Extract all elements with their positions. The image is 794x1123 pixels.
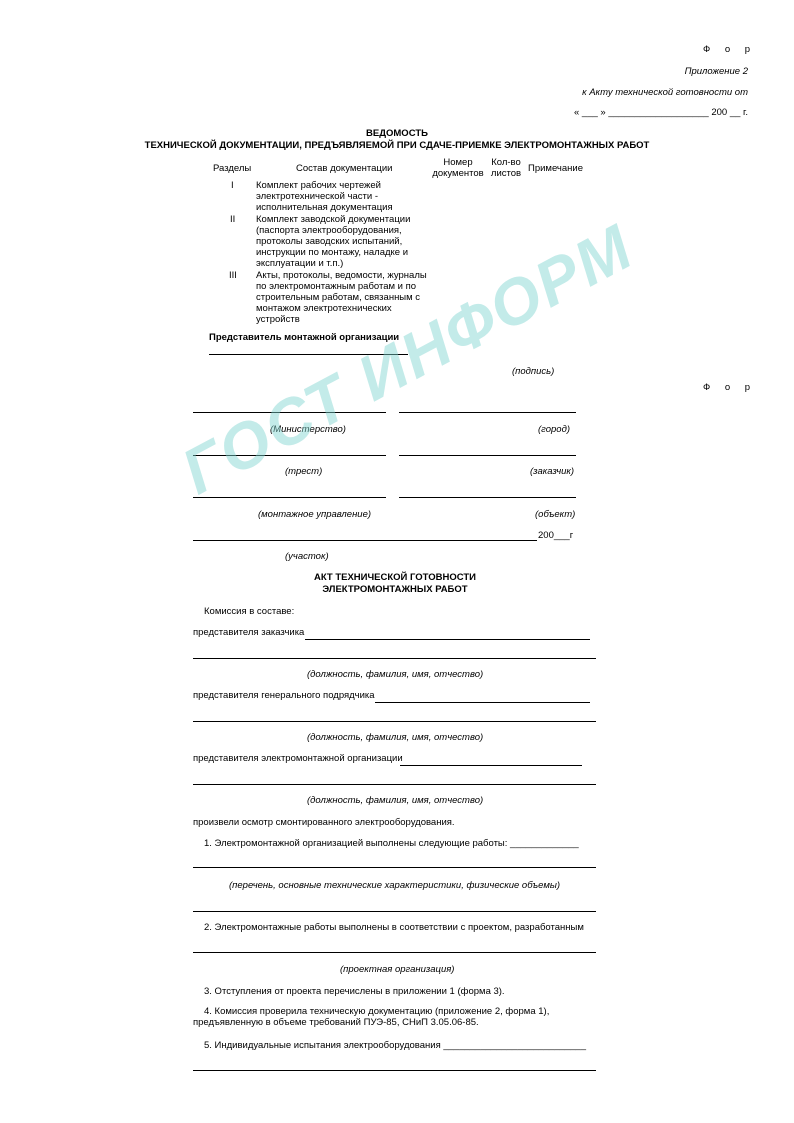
rep-customer-line-2 — [193, 658, 596, 659]
position-caption-2: (должность, фамилия, имя, отчество) — [307, 732, 484, 743]
city-caption: (город) — [538, 424, 571, 435]
rep-electro-line — [400, 765, 582, 766]
section-caption: (участок) — [285, 551, 329, 562]
item-2-hint: (проектная организация) — [340, 964, 455, 975]
signature-caption: (подпись) — [512, 366, 555, 377]
row-3-num: III — [229, 270, 237, 281]
representative-line — [209, 354, 408, 355]
form-label-top: Ф о р — [703, 44, 757, 55]
col-note: Примечание — [528, 163, 583, 174]
item-1-line — [193, 867, 596, 868]
rep-general-label: представителя генерального подрядчика — [193, 690, 375, 701]
item-3: 3. Отступления от проекта перечислены в приложении 1 (форма 3). — [204, 986, 505, 997]
rep-customer-label: представителя заказчика — [193, 627, 305, 638]
mount-dept-caption: (монтажное управление) — [258, 509, 372, 520]
item-1: 1. Электромонтажной организацией выполнены следующие работы: _____________ — [204, 838, 579, 849]
inspected-text: произвели осмотр смонтированного электрооборудования. — [193, 817, 455, 828]
row-2-num: II — [230, 214, 236, 225]
position-caption-1: (должность, фамилия, имя, отчество) — [307, 669, 484, 680]
item-2: 2. Электромонтажные работы выполнены в соответствии с проектом, разработанным — [204, 922, 584, 933]
mount-dept-line — [193, 497, 386, 498]
trust-caption: (трест) — [285, 466, 323, 477]
customer-caption: (заказчик) — [530, 466, 575, 477]
object-caption: (объект) — [535, 509, 576, 520]
item-2-line — [193, 952, 596, 953]
trust-line — [193, 455, 386, 456]
col-composition: Состав документации — [296, 163, 393, 174]
representative-label: Представитель монтажной организации — [209, 332, 400, 343]
act-title-2: ЭЛЕКТРОМОНТАЖНЫХ РАБОТ — [322, 584, 468, 595]
row-2-text: Комплект заводской документации (паспорта электрооборудования, протоколы заводских испытаний, инструкции по монтажу, наладке и эксплуатации и т.п.) — [256, 214, 411, 269]
city-line — [399, 412, 576, 413]
form-label-2: Ф о р — [703, 382, 757, 393]
position-caption-3: (должность, фамилия, имя, отчество) — [307, 795, 484, 806]
item-5: 5. Индивидуальные испытания электрооборудования ___________________________ — [204, 1040, 586, 1051]
commission-label: Комиссия в составе: — [204, 606, 295, 617]
appendix-label: Приложение 2 — [684, 66, 748, 77]
customer-line — [399, 455, 576, 456]
item-5-line — [193, 1070, 596, 1071]
ministry-line — [193, 412, 386, 413]
col-sections: Разделы — [213, 163, 252, 174]
col-count: Кол-во листов — [490, 157, 522, 179]
act-title-1: АКТ ТЕХНИЧЕСКОЙ ГОТОВНОСТИ — [313, 572, 476, 583]
vedomost-title: ВЕДОМОСТЬ — [366, 128, 428, 139]
object-line — [399, 497, 576, 498]
to-act-label: к Акту технической готовности от — [582, 87, 748, 98]
watermark-text: ГОСТ ИНФОРМ.RU — [170, 190, 658, 508]
date-line: « ___ » ___________________ 200 __ г. — [573, 107, 748, 118]
item-1-line-2 — [193, 911, 596, 912]
section-line — [193, 540, 537, 541]
row-3-text: Акты, протоколы, ведомости, журналы по электромонтажным работам и по строительным работам, связанным с монтажом электротехнических устройств — [256, 270, 427, 325]
item-4: 4. Комиссия проверила техническую документацию (приложение 2, форма 1), предъявленную в объеме требований ПУЭ-85, СНиП 3.05.06-85. — [193, 1006, 550, 1028]
year-field: 200___г — [538, 530, 574, 541]
row-1-num: I — [231, 180, 234, 191]
rep-general-line — [375, 702, 590, 703]
rep-customer-line — [305, 639, 590, 640]
row-1-text: Комплект рабочих чертежей электротехнической части - исполнительная документация — [256, 180, 393, 213]
item-1-hint: (перечень, основные технические характеристики, физические объемы) — [229, 880, 560, 891]
ministry-caption: (Министерство) — [270, 424, 346, 435]
rep-electro-label: представителя электромонтажной организации — [193, 753, 403, 764]
col-number: Номер документов — [432, 157, 484, 179]
vedomost-subtitle: ТЕХНИЧЕСКОЙ ДОКУМЕНТАЦИИ, ПРЕДЪЯВЛЯЕМОЙ ПРИ СДАЧЕ-ПРИЕМКЕ ЭЛЕКТРОМОНТАЖНЫХ РАБОТ — [144, 140, 650, 151]
rep-general-line-2 — [193, 721, 596, 722]
rep-electro-line-2 — [193, 784, 596, 785]
